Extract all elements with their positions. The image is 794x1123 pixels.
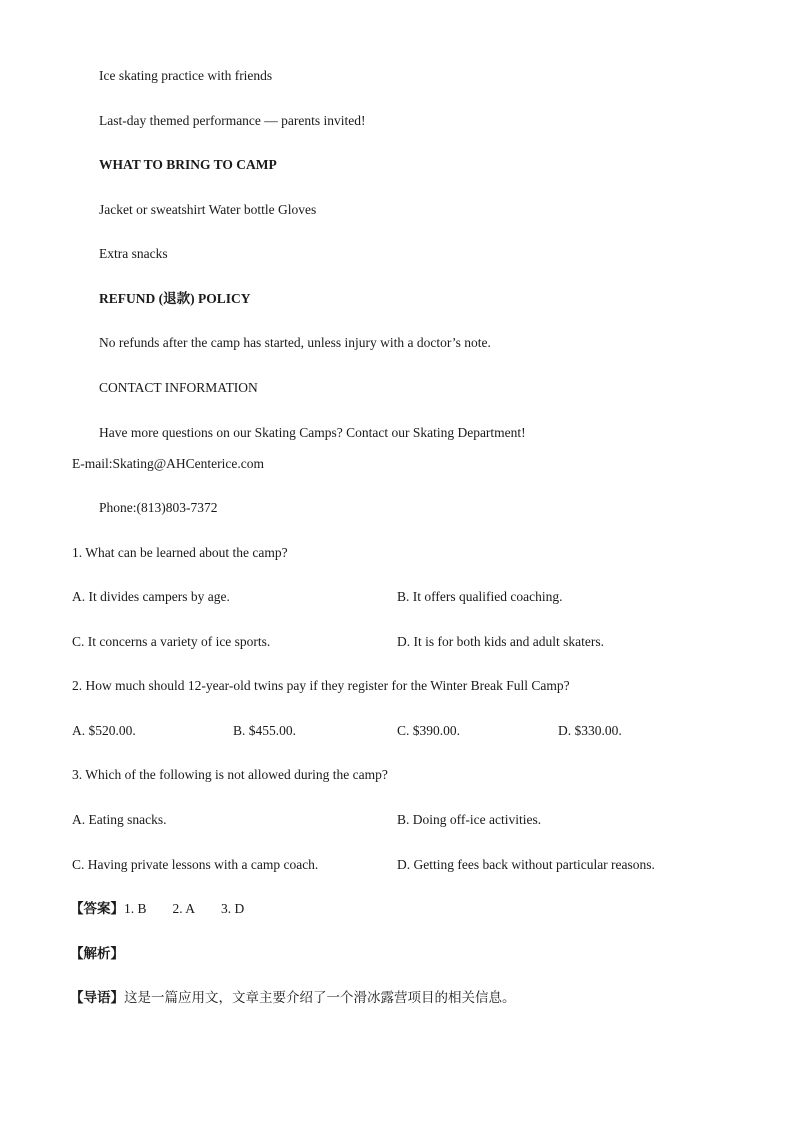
question-2-option-c: C. $390.00. — [397, 723, 461, 738]
question-1-stem: 1. What can be learned about the camp? — [72, 545, 288, 560]
question-1-option-d: D. It is for both kids and adult skaters. — [397, 634, 604, 649]
refund-heading: REFUND (退款) POLICY — [99, 291, 251, 306]
question-2-option-b: B. $455.00. — [233, 723, 297, 738]
question-1-option-a: A. It divides campers by age. — [72, 589, 230, 604]
answer-3: 3. D — [221, 901, 245, 916]
analysis-label: 【解析】 — [70, 946, 124, 962]
question-3-stem: 3. Which of the following is not allowed during the camp? — [72, 767, 388, 782]
question-3-option-c: C. Having private lessons with a camp coach. — [72, 857, 319, 872]
question-3-option-a: A. Eating snacks. — [72, 812, 167, 827]
question-2-option-a: A. $520.00. — [72, 723, 136, 738]
contact-email: E-mail:Skating@AHCenterice.com — [72, 456, 265, 471]
question-1-option-c: C. It concerns a variety of ice sports. — [72, 634, 271, 649]
activity-item-skating: Ice skating practice with friends — [99, 68, 273, 83]
contact-heading: CONTACT INFORMATION — [99, 380, 258, 395]
bring-items-line: Jacket or sweatshirt Water bottle Gloves — [99, 202, 317, 217]
answer-label: 【答案】 — [70, 901, 124, 917]
intro-line — [70, 989, 516, 1007]
answer-2: 2. A — [172, 901, 196, 916]
bring-snacks-line: Extra snacks — [99, 246, 168, 261]
bring-heading: WHAT TO BRING TO CAMP — [99, 157, 277, 172]
contact-phone: Phone:(813)803-7372 — [99, 500, 218, 515]
answer-1: 1. B — [124, 901, 147, 916]
contact-text: Have more questions on our Skating Camps? Contact our Skating Department! — [99, 425, 526, 440]
question-2-option-d: D. $330.00. — [558, 723, 622, 738]
intro-label: 【导语】 — [70, 990, 124, 1006]
refund-text: No refunds after the camp has started, unless injury with a doctor’s note. — [99, 335, 491, 350]
question-3-option-d: D. Getting fees back without particular reasons. — [397, 857, 655, 872]
question-1-option-b: B. It offers qualified coaching. — [397, 589, 563, 604]
answer-line — [70, 900, 244, 918]
question-3-option-b: B. Doing off-ice activities. — [397, 812, 542, 827]
activity-item-performance: Last-day themed performance — parents invited! — [99, 113, 366, 128]
intro-text: 这是一篇应用文，文章主要介绍了一个滑冰露营项目的相关信息。 — [124, 990, 516, 1006]
question-2-stem: 2. How much should 12-year-old twins pay if they register for the Winter Break Full Camp? — [72, 678, 570, 693]
